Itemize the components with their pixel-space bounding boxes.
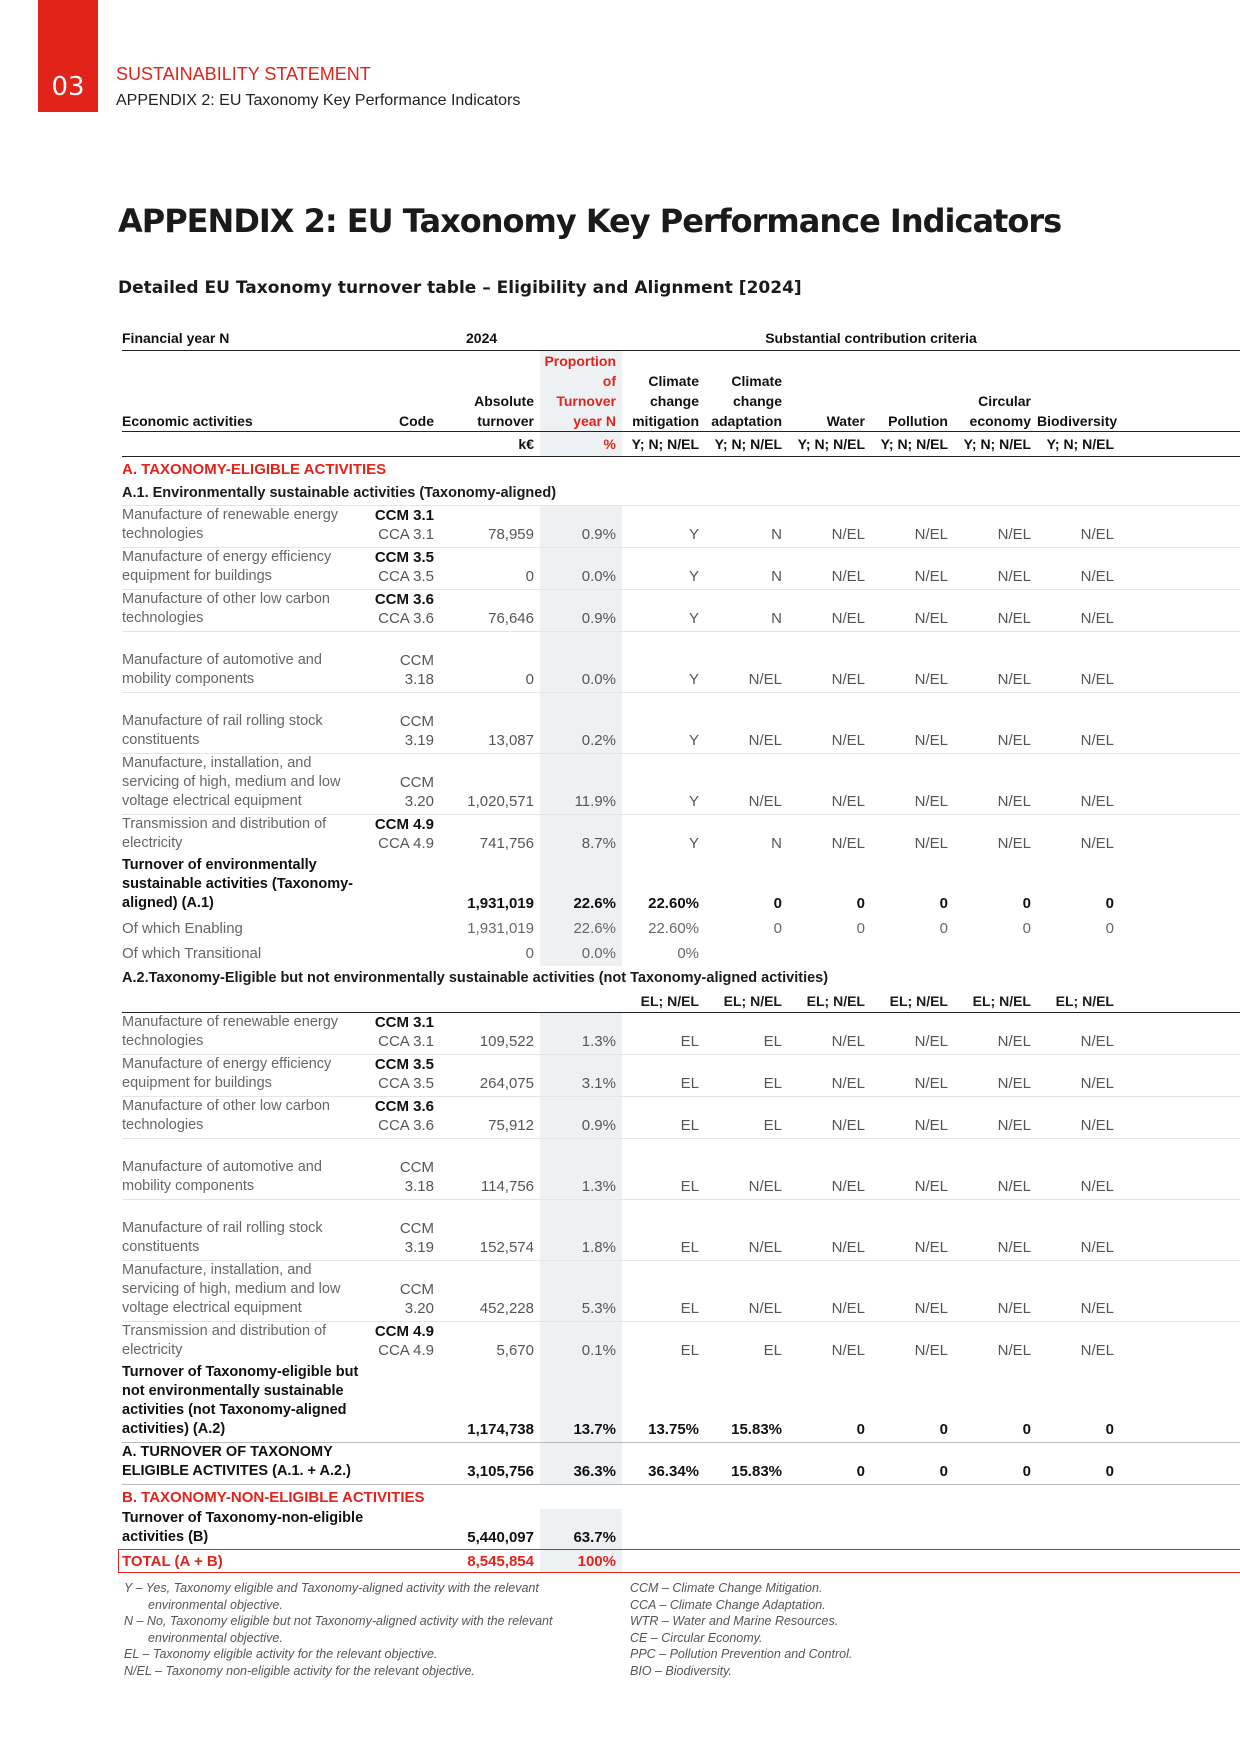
a1-total-biodiversity: 0 xyxy=(1105,895,1114,912)
a2-total-water: 0 xyxy=(856,1421,865,1438)
activity-code xyxy=(374,1139,440,1200)
section-a-row xyxy=(122,457,1240,482)
a-total-label: A. TURNOVER OF TAXONOMY ELIGIBLE ACTIVITES (A.1. + A.2.) xyxy=(122,1443,374,1485)
transitional-ccm: 0% xyxy=(677,945,699,962)
criteria-circular: N/EL xyxy=(954,815,1037,857)
subsection-a2-row xyxy=(122,966,1240,990)
criteria-biodiversity: N/EL xyxy=(1037,754,1120,815)
a1-total-circular: 0 xyxy=(1022,895,1031,912)
criteria-circular: N/EL xyxy=(954,548,1037,590)
a-total-pollution: 0 xyxy=(871,1443,954,1485)
unit-crit: Y; N; N/EL xyxy=(705,432,788,457)
activity-name: Manufacture of other low carbon technologies xyxy=(122,590,374,632)
section-b-title: B. TAXONOMY-NON-ELIGIBLE ACTIVITIES xyxy=(122,1485,1240,1510)
criteria-ccm: EL xyxy=(622,1261,705,1322)
a2-total-prop: 13.7% xyxy=(540,1363,622,1443)
absolute-turnover: 152,574 xyxy=(440,1200,540,1261)
criteria-pollution: N/EL xyxy=(871,754,954,815)
chapter-tab xyxy=(38,0,98,112)
activity-name: Transmission and distribution of electricity xyxy=(122,815,374,857)
financial-year-label: Financial year N xyxy=(122,326,374,351)
criteria-cca: N xyxy=(705,506,788,548)
criteria-cca: N/EL xyxy=(705,754,788,815)
year-label: 2024 xyxy=(440,326,622,351)
turnover-proportion: 8.7% xyxy=(540,815,622,857)
criteria-water: N/EL xyxy=(788,1200,871,1261)
absolute-turnover: 114,756 xyxy=(440,1139,540,1200)
col-ccm: Climate change mitigation xyxy=(622,351,705,432)
criteria-cca: EL xyxy=(705,1322,788,1364)
criteria-ccm: Y xyxy=(622,590,705,632)
absolute-turnover: 13,087 xyxy=(440,693,540,754)
criteria-water: N/EL xyxy=(788,815,871,857)
criteria-biodiversity: N/EL xyxy=(1037,693,1120,754)
unit-abs: k€ xyxy=(440,432,540,457)
activity-code xyxy=(374,815,440,857)
activity-name: Manufacture of energy efficiency equipment for buildings xyxy=(122,548,374,590)
activity-name: Manufacture of rail rolling stock constituents xyxy=(122,693,374,754)
criteria-biodiversity: N/EL xyxy=(1037,1261,1120,1322)
section-sublabel: APPENDIX 2: EU Taxonomy Key Performance Indicators xyxy=(116,92,521,109)
enabling-pollution: 0 xyxy=(939,920,948,937)
code-secondary: CCA 4.9 xyxy=(378,1342,434,1359)
criteria-cca: N xyxy=(705,815,788,857)
a1-activity-row xyxy=(122,506,1240,548)
legend-item: N/EL – Taxonomy non-eligible activity for the relevant objective. xyxy=(124,1663,475,1678)
legend-item: CCM – Climate Change Mitigation. xyxy=(630,1581,823,1595)
turnover-proportion: 1.3% xyxy=(540,1139,622,1200)
a2-total-ccm: 13.75% xyxy=(648,1421,699,1438)
code-secondary: CCA 3.6 xyxy=(378,1117,434,1134)
code-secondary: CCA 4.9 xyxy=(378,835,434,852)
legend-item: EL – Taxonomy eligible activity for the relevant objective. xyxy=(124,1647,438,1661)
unit-crit: Y; N; N/EL xyxy=(871,432,954,457)
turnover-proportion: 0.9% xyxy=(540,506,622,548)
criteria-ccm: Y xyxy=(622,632,705,693)
activity-name: Manufacture, installation, and servicing of high, medium and low voltage electrical equipment xyxy=(122,754,374,815)
a2-total-cca: 15.83% xyxy=(731,1421,782,1438)
a-total-biodiversity: 0 xyxy=(1037,1443,1120,1485)
criteria-pollution: N/EL xyxy=(871,1261,954,1322)
criteria-ccm: EL xyxy=(622,1097,705,1139)
a2-total-abs: 1,174,738 xyxy=(467,1421,534,1438)
criteria-biodiversity: N/EL xyxy=(1037,1055,1120,1097)
turnover-proportion: 0.9% xyxy=(540,1097,622,1139)
absolute-turnover: 109,522 xyxy=(440,1013,540,1055)
criteria-ccm: EL xyxy=(622,1139,705,1200)
a1-enabling-row xyxy=(122,916,1240,941)
a2-activity-row xyxy=(122,1013,1240,1055)
legend-item: CE – Circular Economy. xyxy=(630,1630,763,1645)
activity-code xyxy=(374,632,440,693)
col-biodiversity: Biodiversity xyxy=(1037,351,1120,432)
code-primary: CCM 3.1 xyxy=(374,1014,434,1031)
a2-unit-row xyxy=(122,990,1240,1013)
section-a-title: A. TAXONOMY-ELIGIBLE ACTIVITIES xyxy=(122,460,387,478)
absolute-turnover: 1,020,571 xyxy=(440,754,540,815)
code-secondary: CCA 3.1 xyxy=(378,526,434,543)
a1-activity-row xyxy=(122,632,1240,693)
criteria-cca: N/EL xyxy=(705,1261,788,1322)
activity-name: Manufacture of automotive and mobility components xyxy=(122,632,374,693)
col-circular: Circular economy xyxy=(954,351,1037,432)
a-total-ccm: 36.34% xyxy=(622,1443,705,1485)
a2-activity-row xyxy=(122,1261,1240,1322)
a-total-row xyxy=(122,1443,1240,1485)
absolute-turnover: 76,646 xyxy=(440,590,540,632)
a1-activity-row xyxy=(122,754,1240,815)
code-secondary: CCM 3.20 xyxy=(399,1281,434,1317)
transitional-abs: 0 xyxy=(525,945,534,962)
criteria-biodiversity: N/EL xyxy=(1037,815,1120,857)
activity-code xyxy=(374,548,440,590)
criteria-circular: N/EL xyxy=(954,754,1037,815)
code-primary: CCM 4.9 xyxy=(374,816,434,833)
criteria-biodiversity: N/EL xyxy=(1037,632,1120,693)
absolute-turnover: 264,075 xyxy=(440,1055,540,1097)
criteria-circular: N/EL xyxy=(954,1322,1037,1364)
legend-item: CCA – Climate Change Adaptation. xyxy=(630,1597,826,1612)
criteria-circular: N/EL xyxy=(954,1139,1037,1200)
code-secondary: CCM 3.20 xyxy=(399,774,434,810)
activity-name: Manufacture of rail rolling stock constituents xyxy=(122,1200,374,1261)
code-secondary: CCM 3.18 xyxy=(399,652,434,688)
criteria-circular: N/EL xyxy=(954,590,1037,632)
a2-total-pollution: 0 xyxy=(939,1421,948,1438)
criteria-ccm: Y xyxy=(622,693,705,754)
col-cca: Climate change adaptation xyxy=(705,351,788,432)
criteria-circular: N/EL xyxy=(954,1013,1037,1055)
col-pollution: Pollution xyxy=(871,351,954,432)
activity-code xyxy=(374,506,440,548)
criteria-water: N/EL xyxy=(788,693,871,754)
absolute-turnover: 0 xyxy=(440,632,540,693)
legend-item: BIO – Biodiversity. xyxy=(630,1663,732,1678)
criteria-pollution: N/EL xyxy=(871,548,954,590)
criteria-pollution: N/EL xyxy=(871,1097,954,1139)
criteria-pollution: N/EL xyxy=(871,1200,954,1261)
turnover-proportion: 1.8% xyxy=(540,1200,622,1261)
criteria-circular: N/EL xyxy=(954,506,1037,548)
legend-right xyxy=(630,1580,1030,1679)
criteria-cca: N/EL xyxy=(705,1139,788,1200)
a1-total-pollution: 0 xyxy=(939,895,948,912)
unit-prop: % xyxy=(540,432,622,457)
page-title: APPENDIX 2: EU Taxonomy Key Performance Indicators xyxy=(118,202,1062,240)
a2-unit: EL; N/EL xyxy=(871,990,954,1013)
code-secondary: CCA 3.1 xyxy=(378,1033,434,1050)
taxonomy-table-container xyxy=(122,326,1240,1572)
criteria-water: N/EL xyxy=(788,1013,871,1055)
activity-name: Manufacture of other low carbon technologies xyxy=(122,1097,374,1139)
legend-item: WTR – Water and Marine Resources. xyxy=(630,1614,839,1628)
a2-unit: EL; N/EL xyxy=(788,990,871,1013)
a-total-water: 0 xyxy=(788,1443,871,1485)
criteria-ccm: EL xyxy=(622,1055,705,1097)
a1-total-water: 0 xyxy=(856,895,865,912)
enabling-label: Of which Enabling xyxy=(122,920,243,937)
activity-name: Manufacture, installation, and servicing of high, medium and low voltage electrical equipment xyxy=(122,1261,374,1322)
b-total-prop: 63.7% xyxy=(540,1509,622,1550)
activity-code xyxy=(374,1200,440,1261)
activity-code xyxy=(374,693,440,754)
criteria-ccm: EL xyxy=(622,1013,705,1055)
activity-name: Manufacture of energy efficiency equipment for buildings xyxy=(122,1055,374,1097)
table-title: Detailed EU Taxonomy turnover table – Eligibility and Alignment [2024] xyxy=(118,278,802,298)
criteria-cca: N/EL xyxy=(705,1200,788,1261)
code-primary: CCM 3.6 xyxy=(374,1098,434,1115)
criteria-label: Substantial contribution criteria xyxy=(622,326,1120,351)
a2-total-circular: 0 xyxy=(1022,1421,1031,1438)
a1-activity-row xyxy=(122,815,1240,857)
criteria-water: N/EL xyxy=(788,590,871,632)
a-total-cca: 15.83% xyxy=(705,1443,788,1485)
criteria-pollution: N/EL xyxy=(871,1013,954,1055)
a2-activity-row xyxy=(122,1055,1240,1097)
col-proportion: Proportion of Turnover year N xyxy=(540,351,622,432)
enabling-water: 0 xyxy=(856,920,865,937)
a1-transitional-row xyxy=(122,941,1240,966)
criteria-pollution: N/EL xyxy=(871,815,954,857)
transitional-label: Of which Transitional xyxy=(122,945,262,962)
a2-total-label: Turnover of Taxonomy-eligible but not environmentally sustainable activities (not Taxonomy-aligned activities) (A.2) xyxy=(122,1364,359,1437)
enabling-prop: 22.6% xyxy=(540,916,622,941)
code-primary: CCM 4.9 xyxy=(374,1323,434,1340)
criteria-ccm: Y xyxy=(622,754,705,815)
criteria-cca: N/EL xyxy=(705,632,788,693)
code-secondary: CCM 3.19 xyxy=(399,1220,434,1256)
b-total-label: Turnover of Taxonomy-non-eligible activities (B) xyxy=(122,1510,364,1545)
absolute-turnover: 78,959 xyxy=(440,506,540,548)
col-absolute-turnover: Absolute turnover xyxy=(440,351,540,432)
header-row-year xyxy=(122,326,1240,351)
activity-code xyxy=(374,1322,440,1364)
activity-code xyxy=(374,1097,440,1139)
turnover-proportion: 0.2% xyxy=(540,693,622,754)
absolute-turnover: 75,912 xyxy=(440,1097,540,1139)
criteria-pollution: N/EL xyxy=(871,1055,954,1097)
criteria-cca: EL xyxy=(705,1013,788,1055)
grand-total-prop: 100% xyxy=(540,1550,622,1572)
criteria-water: N/EL xyxy=(788,506,871,548)
turnover-proportion: 1.3% xyxy=(540,1013,622,1055)
absolute-turnover: 5,670 xyxy=(440,1322,540,1364)
activity-name: Transmission and distribution of electricity xyxy=(122,1322,374,1364)
a1-total-label: Turnover of environmentally sustainable activities (Taxonomy-aligned) (A.1) xyxy=(122,857,353,911)
criteria-circular: N/EL xyxy=(954,1055,1037,1097)
a2-activity-row xyxy=(122,1322,1240,1364)
criteria-cca: EL xyxy=(705,1055,788,1097)
unit-crit: Y; N; N/EL xyxy=(954,432,1037,457)
b-total-abs: 5,440,097 xyxy=(467,1529,534,1546)
section-b-row xyxy=(122,1485,1240,1510)
a2-total-row xyxy=(122,1363,1240,1443)
header-row-columns xyxy=(122,351,1240,432)
criteria-water: N/EL xyxy=(788,1261,871,1322)
a2-activity-row xyxy=(122,1097,1240,1139)
criteria-pollution: N/EL xyxy=(871,1322,954,1364)
code-primary: CCM 3.1 xyxy=(374,507,434,524)
activity-name: Manufacture of automotive and mobility components xyxy=(122,1139,374,1200)
a1-activity-row xyxy=(122,548,1240,590)
code-secondary: CCM 3.18 xyxy=(399,1159,434,1195)
b-total-row xyxy=(122,1509,1240,1550)
criteria-cca: N xyxy=(705,590,788,632)
criteria-circular: N/EL xyxy=(954,632,1037,693)
criteria-circular: N/EL xyxy=(954,1200,1037,1261)
a-total-prop: 36.3% xyxy=(540,1443,622,1485)
grand-total-label: TOTAL (A + B) xyxy=(122,1552,223,1570)
unit-crit: Y; N; N/EL xyxy=(788,432,871,457)
col-code: Code xyxy=(374,351,440,432)
a1-activity-row xyxy=(122,590,1240,632)
turnover-proportion: 3.1% xyxy=(540,1055,622,1097)
code-primary: CCM 3.5 xyxy=(374,1056,434,1073)
criteria-circular: N/EL xyxy=(954,1261,1037,1322)
absolute-turnover: 741,756 xyxy=(440,815,540,857)
criteria-pollution: N/EL xyxy=(871,506,954,548)
grand-total-row xyxy=(122,1550,1240,1572)
turnover-proportion: 0.1% xyxy=(540,1322,622,1364)
code-primary: CCM 3.5 xyxy=(374,549,434,566)
a2-unit: EL; N/EL xyxy=(954,990,1037,1013)
a1-total-cca: 0 xyxy=(773,895,782,912)
activity-code xyxy=(374,1261,440,1322)
criteria-biodiversity: N/EL xyxy=(1037,1013,1120,1055)
criteria-water: N/EL xyxy=(788,1097,871,1139)
chapter-number: 03 xyxy=(51,72,85,102)
criteria-water: N/EL xyxy=(788,1139,871,1200)
criteria-ccm: EL xyxy=(622,1322,705,1364)
criteria-water: N/EL xyxy=(788,632,871,693)
a2-activity-row xyxy=(122,1200,1240,1261)
criteria-ccm: Y xyxy=(622,815,705,857)
a2-unit: EL; N/EL xyxy=(622,990,705,1013)
criteria-biodiversity: N/EL xyxy=(1037,1097,1120,1139)
criteria-cca: N/EL xyxy=(705,693,788,754)
a1-total-prop: 22.6% xyxy=(540,856,622,916)
criteria-water: N/EL xyxy=(788,548,871,590)
enabling-cca: 0 xyxy=(773,920,782,937)
turnover-proportion: 0.0% xyxy=(540,632,622,693)
enabling-ccm: 22.60% xyxy=(648,920,699,937)
legend-item: Y – Yes, Taxonomy eligible and Taxonomy-aligned activity with the relevant environmental objective. xyxy=(124,1581,539,1612)
section-label: SUSTAINABILITY STATEMENT xyxy=(116,64,371,84)
legend-left xyxy=(124,1580,594,1679)
turnover-proportion: 0.0% xyxy=(540,548,622,590)
activity-code xyxy=(374,754,440,815)
taxonomy-turnover-table xyxy=(122,326,1240,1572)
code-secondary: CCM 3.19 xyxy=(399,713,434,749)
code-primary: CCM 3.6 xyxy=(374,591,434,608)
turnover-proportion: 11.9% xyxy=(540,754,622,815)
criteria-biodiversity: N/EL xyxy=(1037,506,1120,548)
criteria-ccm: Y xyxy=(622,548,705,590)
turnover-proportion: 5.3% xyxy=(540,1261,622,1322)
transitional-prop: 0.0% xyxy=(540,941,622,966)
a1-total-abs: 1,931,019 xyxy=(467,895,534,912)
legend-item: PPC – Pollution Prevention and Control. xyxy=(630,1647,853,1661)
a2-activity-row xyxy=(122,1139,1240,1200)
legend-item: N – No, Taxonomy eligible but not Taxonomy-aligned activity with the relevant environmental objective. xyxy=(124,1614,553,1645)
a1-total-row xyxy=(122,856,1240,916)
absolute-turnover: 452,228 xyxy=(440,1261,540,1322)
header-row-units xyxy=(122,432,1240,457)
criteria-ccm: EL xyxy=(622,1200,705,1261)
absolute-turnover: 0 xyxy=(440,548,540,590)
criteria-biodiversity: N/EL xyxy=(1037,548,1120,590)
code-secondary: CCA 3.6 xyxy=(378,610,434,627)
criteria-circular: N/EL xyxy=(954,693,1037,754)
activity-code xyxy=(374,590,440,632)
a-total-circular: 0 xyxy=(954,1443,1037,1485)
a2-unit: EL; N/EL xyxy=(705,990,788,1013)
criteria-pollution: N/EL xyxy=(871,590,954,632)
turnover-proportion: 0.9% xyxy=(540,590,622,632)
criteria-pollution: N/EL xyxy=(871,632,954,693)
criteria-water: N/EL xyxy=(788,1055,871,1097)
a1-activity-row xyxy=(122,693,1240,754)
a-total-abs: 3,105,756 xyxy=(440,1443,540,1485)
a1-total-ccm: 22.60% xyxy=(648,895,699,912)
criteria-pollution: N/EL xyxy=(871,693,954,754)
criteria-cca: N xyxy=(705,548,788,590)
subsection-a1-title: A.1. Environmentally sustainable activities (Taxonomy-aligned) xyxy=(122,485,557,501)
col-water: Water xyxy=(788,351,871,432)
unit-crit: Y; N; N/EL xyxy=(622,432,705,457)
col-economic-activities: Economic activities xyxy=(122,351,374,432)
criteria-water: N/EL xyxy=(788,1322,871,1364)
code-secondary: CCA 3.5 xyxy=(378,1075,434,1092)
subsection-a1-row xyxy=(122,481,1240,506)
criteria-biodiversity: N/EL xyxy=(1037,590,1120,632)
activity-name: Manufacture of renewable energy technologies xyxy=(122,1013,374,1055)
a2-unit: EL; N/EL xyxy=(1037,990,1120,1013)
a2-total-biodiversity: 0 xyxy=(1105,1421,1114,1438)
criteria-ccm: Y xyxy=(622,506,705,548)
criteria-pollution: N/EL xyxy=(871,1139,954,1200)
table-body xyxy=(122,457,1240,1573)
grand-total-abs: 8,545,854 xyxy=(467,1552,534,1570)
criteria-cca: EL xyxy=(705,1097,788,1139)
criteria-circular: N/EL xyxy=(954,1097,1037,1139)
criteria-biodiversity: N/EL xyxy=(1037,1200,1120,1261)
activity-code xyxy=(374,1013,440,1055)
enabling-biodiversity: 0 xyxy=(1105,920,1114,937)
criteria-water: N/EL xyxy=(788,754,871,815)
enabling-circular: 0 xyxy=(1022,920,1031,937)
criteria-biodiversity: N/EL xyxy=(1037,1139,1120,1200)
subsection-a2-title: A.2.Taxonomy-Eligible but not environmentally sustainable activities (not Taxonomy-aligned activities) xyxy=(122,970,829,986)
activity-name: Manufacture of renewable energy technologies xyxy=(122,506,374,548)
activity-code xyxy=(374,1055,440,1097)
unit-crit: Y; N; N/EL xyxy=(1037,432,1120,457)
enabling-abs: 1,931,019 xyxy=(467,920,534,937)
criteria-biodiversity: N/EL xyxy=(1037,1322,1120,1364)
code-secondary: CCA 3.5 xyxy=(378,568,434,585)
